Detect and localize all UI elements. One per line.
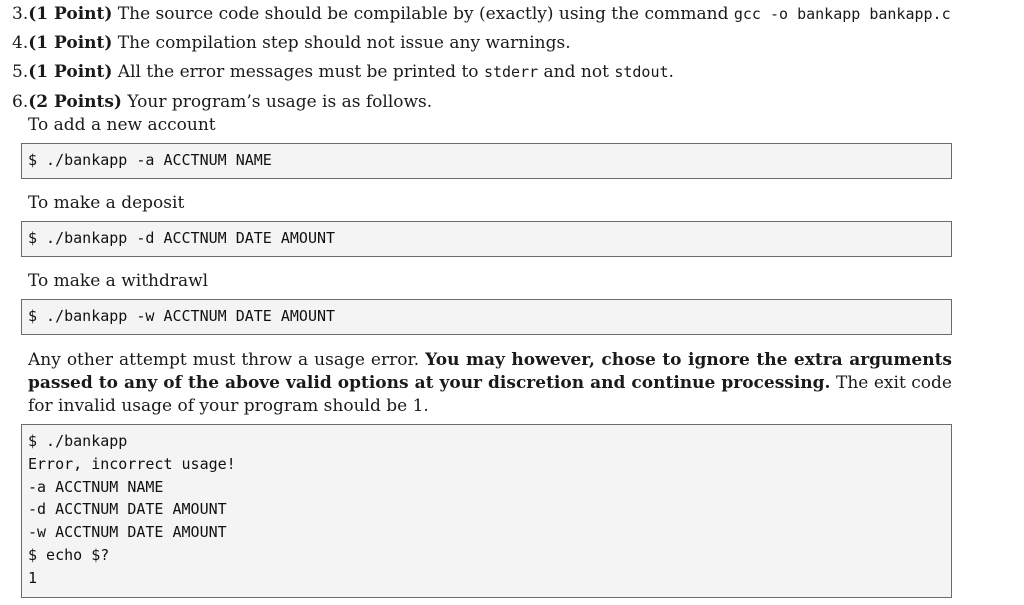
item-points: (1 Point) — [28, 62, 113, 82]
item-text-middle: and not — [538, 62, 615, 82]
item-text: The source code should be compilable by (exactly) using the command — [112, 4, 734, 24]
item-code-stdout: stdout — [614, 63, 669, 81]
code-line: -d ACCTNUM DATE AMOUNT — [28, 500, 227, 519]
usage-paragraph — [28, 349, 952, 418]
item-text: Your program’s usage is as follows. — [121, 92, 433, 112]
requirement-item-6 — [12, 91, 432, 113]
code-line: Error, incorrect usage! — [28, 454, 236, 473]
requirement-item-5 — [12, 61, 674, 83]
code-block-withdrawl — [21, 299, 952, 335]
usage-text-1: Any other attempt must throw a usage error. — [28, 350, 426, 370]
code-line: -w ACCTNUM DATE AMOUNT — [28, 523, 227, 542]
code-line: 1 — [28, 568, 38, 587]
item-points: (1 Point) — [28, 33, 113, 53]
code-line: -a ACCTNUM NAME — [28, 477, 164, 496]
item-number: 3. — [12, 4, 29, 24]
item-tail: . — [668, 62, 674, 82]
item-code-stderr: stderr — [483, 63, 539, 81]
item-text: The compilation step should not issue any warnings. — [112, 33, 571, 53]
item-number: 4. — [12, 33, 29, 53]
usage-text-2: The exit code for invalid usage of your program should be 1. — [28, 373, 952, 416]
item-text: All the error messages must be printed to — [112, 62, 484, 82]
item-number: 5. — [12, 62, 29, 82]
code-line: $ ./bankapp — [28, 432, 128, 450]
item-command: gcc -o bankapp bankapp.c — [733, 5, 951, 23]
code-line: $ ./bankapp -w ACCTNUM DATE AMOUNT — [28, 307, 336, 325]
code-line: $ ./bankapp -d ACCTNUM DATE AMOUNT — [28, 229, 336, 247]
section-label-add-account: To add a new account — [28, 115, 216, 135]
section-label-deposit: To make a deposit — [28, 193, 185, 213]
item-number: 6. — [12, 92, 29, 112]
usage-text-bold: You may however, chose to ignore the extra arguments passed to any of the above valid options at your discretion and continue processing. — [28, 350, 952, 393]
item-points: (2 Points) — [28, 92, 122, 112]
code-block-deposit — [21, 221, 952, 257]
item-points: (1 Point) — [28, 4, 113, 24]
code-line: $ ./bankapp -a ACCTNUM NAME — [28, 151, 272, 169]
requirement-item-3 — [12, 3, 951, 25]
section-label-withdrawl: To make a withdrawl — [28, 271, 209, 291]
code-block-add-account — [21, 143, 952, 179]
code-block-example-output — [21, 424, 952, 598]
code-line: $ echo $? — [28, 545, 110, 564]
requirement-item-4 — [12, 32, 571, 54]
